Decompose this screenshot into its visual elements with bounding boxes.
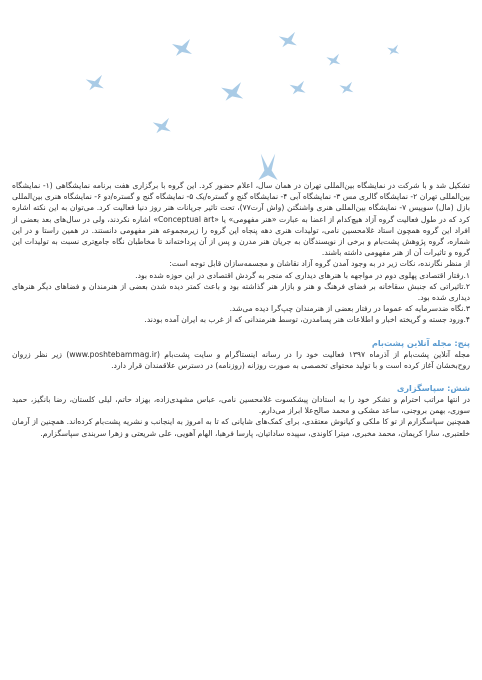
bird-icon (290, 81, 306, 95)
list-item: ۲.تاثیراتی که جنبش سقاخانه بر فضای فرهنگ و هنر و بازار هنر گذاشته بود و باعث کمتر دیده شدن بعضی از هنرمندان و فضاهای دیگر هنرهای دیداری شده بود. (12, 281, 470, 303)
magazine-section-title: پنج: مجله آنلاین پشت‌بام (371, 337, 470, 348)
list-item: ۳.نگاه ضدسرمایه که عموما در رفتار بعضی از هنرمندان چپ‌گرا دیده می‌شد. (229, 304, 470, 314)
factors-intro: از منظر نگارنده، نکات زیر در به وجود آمدن گروه آزاد نقاشان و مجسمه‌سازان قابل توجه است: (169, 259, 470, 269)
intro-paragraph: تشکیل شد و با شرکت در نمایشگاه بین‌المللی تهران در همان سال، اعلام حضور کرد. این گروه با برگزاری هفت برنامه نمایشگاهی (۱- نمایشگاه بین‌المللی تهران ۲- نمایشگاه گالری مس ۳- نمایشگاه آبی ۴- نمایشگاه گنج و گستره/یک ۵- نمایشگاه گنج و گستره/دو ۶- نمایشگاه هنری بین‌المللی بازل (مال) سوییس ۷- نمایشگاه بین‌المللی هنری واشنگتن (واش آرت۷۷)، تحت تاثیر جریانات هنر روز دنیا فعالیت کرد. می‌توان به این نکته اشاره کرد که در طول فعالیت گروه آزاد هیچ‌کدام از اعضا به عبارت «هنر مفهومی» یا «Conceptual art» اشاره نکردند، ولی در سال‌های بعد بعضی از افراد این گروه همچون استاد غلامحسین نامی، تولیدات هنری دهه پنجاه این گروه را زیرمجموعه هنر مفهومی دانستند. در همین راستا و در این شماره، گروه پژوهش پشت‌بام و برخی از نویسندگان به جریان هنر مدرن و پس از آن پرداخته‌اند تا مخاطبان نگاه جامع‌تری نسبت به تولیدات این گروه و تاثیرات آن از هنر مفهومی داشته باشند. (12, 181, 470, 258)
bird-icon (221, 82, 243, 101)
thanks-paragraph-1: در انتها مراتب احترام و تشکر خود را به استادان پیشکسوت غلامحسین نامی، عباس مشهدی‌زاده، بهزاد حاتم، لیلی کلستان، رضا بانگیز، حمید سوری، بهمن بروجنی، ساعد مشکی و محمد صالح‌علا ابراز می‌دارم. (12, 395, 470, 416)
thanks-section-title: شش: سپاسگزاری (396, 383, 470, 394)
bird-icon (153, 118, 171, 133)
article-body (12, 180, 470, 439)
bird-icon (86, 75, 104, 90)
bird-icon (387, 45, 399, 55)
bird-icon (339, 82, 353, 94)
bird-icon (279, 32, 297, 47)
factors-list (12, 270, 470, 326)
bird-icon (326, 54, 340, 66)
magazine-section-body: مجله آنلاین پشت‌بام از آذرماه ۱۳۹۷ فعالیت خود را در رسانه اینستاگرام و سایت پشت‌بام (www.poshtebammag.ir) زیر نظر زروان روح‌بخشان آغاز کرده است و با تولید محتوای تخصصی به صورت روزانه (روزنامه) در دسترس علاقمندان قرار دارد. (12, 349, 470, 370)
bird-icon (258, 154, 277, 180)
list-item: ۴.ورود جسته و گریخته اخبار و اطلاعات هنر پسامدرن، توسط هنرمندانی که از غرب به ایران آمده بودند. (144, 315, 470, 325)
birds-decoration (0, 0, 482, 200)
thanks-paragraph-2: همچنین سپاسگزارم از تو کا ملکی و کیانوش معتقدی، برای کمک‌های شایانی که تا به امروز به اینجانب و نشریه پشت‌بام کرده‌اند. همچنین از آرمان خلعتبری، سارا کریمان، محمد مخبری، میترا کاوندی، سپیده ساداتیان، پارسا فرهبا، الهام آهویی، علی شریعتی و زهرا سربندی سپاسگزارم. (12, 417, 470, 438)
list-item: ۱.رفتار اقتصادی پهلوی دوم در مواجهه با هنرهای دیداری که منجر به گردش اقتصادی در این حوزه شده بود. (135, 270, 470, 280)
bird-icon (172, 39, 192, 56)
